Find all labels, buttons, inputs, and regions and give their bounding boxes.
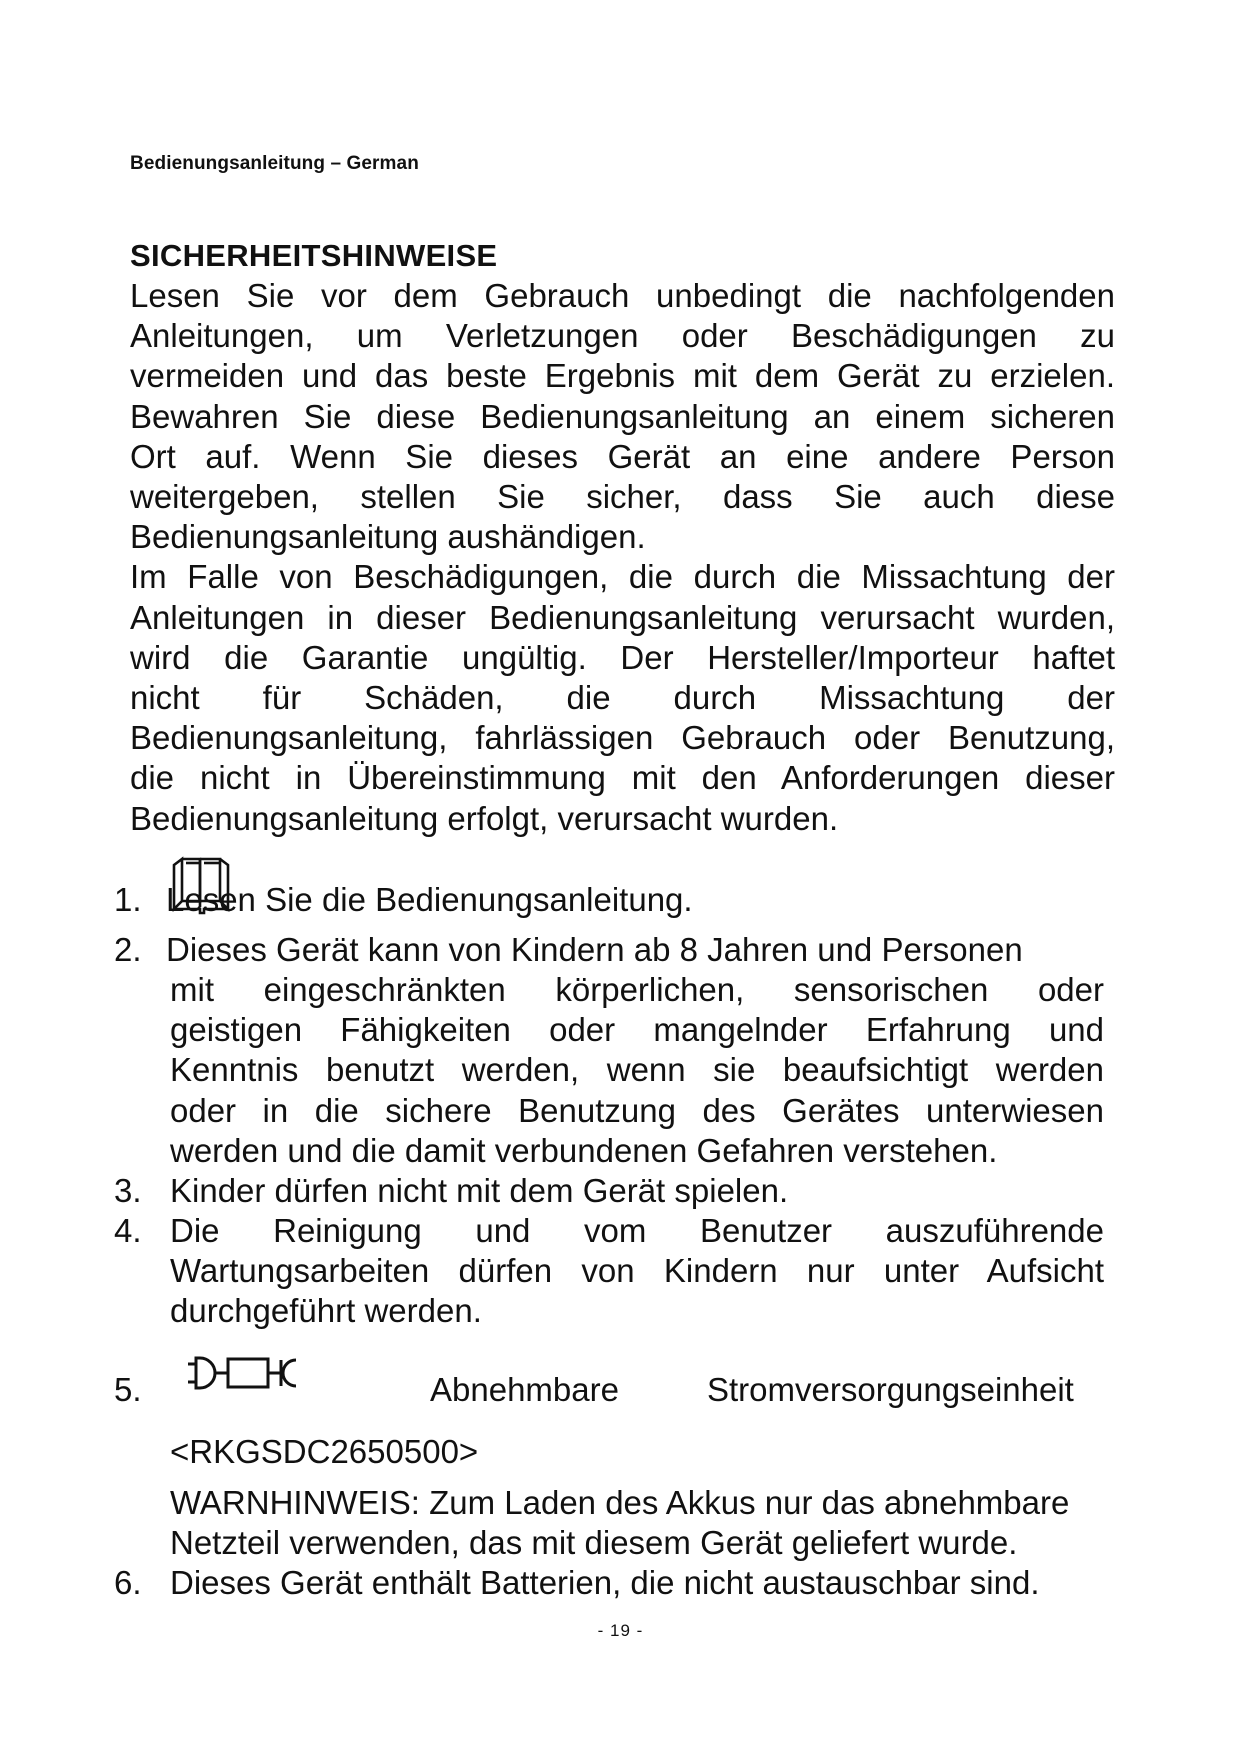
intro-line: die nicht in Übereinstimmung mit den Anforderungen dieser	[130, 759, 1115, 797]
intro-paragraph	[130, 276, 1115, 839]
list-item-text	[166, 930, 1170, 970]
item-label-b: Stromversorgungseinheit	[707, 1371, 1074, 1408]
intro-line: wird die Garantie ungültig. Der Hersteller/Importeur haftet	[130, 638, 1115, 676]
item-label-a: Abnehmbare	[430, 1371, 619, 1408]
list-item-text: Kinder dürfen nicht mit dem Gerät spielen.	[170, 1172, 789, 1209]
item-line: durchgeführt werden.	[170, 1292, 482, 1330]
item-line: oder in die sichere Benutzung des Gerätes unterwiesen	[170, 1091, 1104, 1129]
model-number: <RKGSDC2650500>	[170, 1433, 479, 1470]
warning-text	[170, 1483, 1120, 1563]
warning-line: WARNHINWEIS: Zum Laden des Akkus nur das abnehmbare	[170, 1484, 1070, 1521]
list-item-number: 2.	[114, 931, 142, 968]
list-item-number: 5.	[114, 1371, 142, 1408]
page-number: - 19 -	[597, 1621, 644, 1640]
intro-line: nicht für Schäden, die durch Missachtung der	[130, 679, 1115, 717]
item-line: Die Reinigung und vom Benutzer auszuführende	[170, 1212, 1104, 1249]
plug-icon	[184, 1352, 316, 1396]
list-item-text	[170, 1211, 1104, 1332]
section-title: SICHERHEITSHINWEISE	[130, 238, 498, 273]
list-item-number: 6.	[114, 1564, 142, 1601]
intro-line: Lesen Sie vor dem Gebrauch unbedingt die nachfolgenden	[130, 277, 1115, 314]
list-item-number: 3.	[114, 1172, 142, 1209]
intro-line: vermeiden und das beste Ergebnis mit dem Gerät zu erzielen.	[130, 357, 1115, 395]
intro-line: Bedienungsanleitung, fahrlässigen Gebrauch oder Benutzung,	[130, 719, 1115, 757]
header-label: Bedienungsanleitung – German	[130, 153, 419, 174]
intro-line: Bewahren Sie diese Bedienungsanleitung an einem sicheren	[130, 397, 1115, 435]
item-line: Dieses Gerät kann von Kindern ab 8 Jahren und Personen	[166, 931, 1023, 968]
item-line: Wartungsarbeiten dürfen von Kindern nur unter Aufsicht	[170, 1252, 1104, 1290]
list-item-text	[170, 970, 1104, 1171]
intro-line: Bedienungsanleitung aushändigen.	[130, 518, 646, 556]
list-item-text: Lesen Sie die Bedienungsanleitung.	[166, 881, 693, 918]
intro-line: Bedienungsanleitung erfolgt, verursacht wurden.	[130, 799, 839, 837]
warning-line: Netzteil verwenden, das mit diesem Gerät geliefert wurde.	[170, 1524, 1018, 1562]
list-item-number: 4.	[114, 1212, 142, 1249]
intro-line: Anleitungen, um Verletzungen oder Beschädigungen zu	[130, 317, 1115, 355]
item-line: geistigen Fähigkeiten oder mangelnder Erfahrung und	[170, 1011, 1104, 1049]
intro-line: Ort auf. Wenn Sie dieses Gerät an eine andere Person	[130, 437, 1115, 475]
intro-line: Im Falle von Beschädigungen, die durch die Missachtung der	[130, 558, 1115, 596]
list-item-text: Dieses Gerät enthält Batterien, die nicht austauschbar sind.	[170, 1564, 1040, 1601]
intro-line: Anleitungen in dieser Bedienungsanleitung verursacht wurden,	[130, 598, 1115, 636]
list-item-number: 1.	[114, 881, 142, 918]
item-line: Kenntnis benutzt werden, wenn sie beaufsichtigt werden	[170, 1051, 1104, 1089]
intro-line: weitergeben, stellen Sie sicher, dass Sie auch diese	[130, 478, 1115, 516]
item-line: werden und die damit verbundenen Gefahren verstehen.	[170, 1131, 998, 1169]
item-line: mit eingeschränkten körperlichen, sensorischen oder	[170, 971, 1104, 1008]
